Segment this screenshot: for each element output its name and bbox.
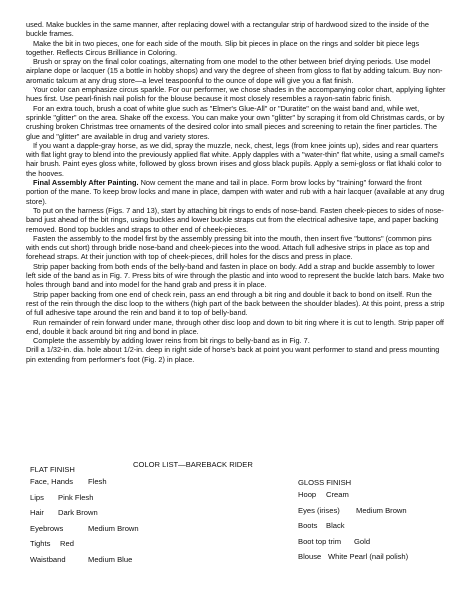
gloss-finish-heading: GLOSS FINISH	[298, 478, 352, 487]
color-row	[30, 490, 190, 506]
color-row	[30, 552, 190, 568]
color-value: Medium Blue	[88, 554, 133, 564]
paragraph: Brush or spray on the final color coatings, alternating from one model to the other between brief drying periods. Use model airplane dope or lacquer (15 a bottle in hobby shops) and vary the degree of sheen from gloss to flat by adding talcum. Buy non-aromatic talcum at any drug store—a level teaspoonful to the ounce of dope will give you a flat finish.	[26, 57, 443, 85]
color-part: Boots	[298, 521, 318, 530]
paragraph: Make the bit in two pieces, one for each side of the mouth. Slip bit pieces in place on the rings and solder bit piece legs together. Reflects Circus Brilliance in Coloring.	[26, 38, 420, 57]
color-value: Red	[60, 539, 74, 548]
color-value: Pink Flesh	[58, 492, 94, 502]
section-heading: Final Assembly After Painting.	[33, 178, 139, 188]
flat-finish-column	[30, 465, 190, 567]
color-part: Boot top trim	[298, 536, 342, 546]
paragraph: If you want a dapple-gray horse, as we did, spray the muzzle, neck, chest, legs (from knee joints up), sides and rear quarters with flat light gray to blend into the previously applied flat white. Apply dapples with a "water-thin" flat white, using a small camel's hair brush. Paint eyes gloss white, followed by gloss brown irises and gloss black pupils. Apply a semi-gloss or flat khaki color to the hooves.	[26, 140, 445, 178]
color-row	[298, 503, 464, 519]
paragraph: Strip paper backing from one end of check rein, pass an end through a bit ring and double it back to bond on itself. Run the rest of the rein through the disc loop to the withers (high part of the back between the shoulder blades). At this point, press a strip of full adhesive tape around the rein and band it to top of belly-band.	[26, 289, 445, 318]
color-row	[30, 505, 190, 521]
paragraph: Complete the assembly by adding lower reins from bit rings to belly-band as in Fig. 7.	[33, 336, 310, 346]
color-part: Eyebrows	[30, 523, 64, 533]
color-part: Tights	[30, 539, 51, 548]
color-part: Eyes (irises)	[298, 505, 340, 515]
color-row	[30, 474, 190, 490]
color-row	[298, 549, 464, 565]
color-row	[298, 518, 464, 534]
color-part: Lips	[30, 492, 44, 502]
color-value: Flesh	[88, 477, 107, 486]
paragraph	[26, 178, 446, 206]
paragraph: Your color can emphasize circus sparkle. For our performer, we chose shades in the accompanying color chart, applying lighter hues first. Use pearl-finish nail polish for the blouse because it most closely resembles a rayon-satin fabric finish.	[26, 85, 446, 104]
paragraph: Run remainder of rein forward under mane, through other disc loop and down to bit ring where it is cut to length. Strip paper off end, double it back around bit ring and bond in place.	[26, 317, 444, 336]
color-row	[298, 487, 464, 503]
color-value: White Pearl (nail polish)	[328, 552, 409, 561]
color-value: Medium Brown	[356, 505, 407, 515]
color-value: Cream	[326, 490, 349, 499]
gloss-finish-column	[298, 478, 464, 565]
color-part: Face, Hands	[30, 477, 74, 486]
paragraph: To put on the harness (Figs. 7 and 13), start by attaching bit rings to ends of nose-band. Fasten cheek-pieces to sides of nose-band just ahead of the bit rings, using buckles and lower buckle straps cut from the electrical adhesive tape, and paper backing removed. Bond top buckles and straps to other end of cheek-pieces.	[26, 205, 444, 234]
paragraph: Fasten the assembly to the model first by the assembly pressing bit into the mouth, then insert five "buttons" (common pins with ends cut short) through bridle nose-band and cheek-pieces into the wood. Attach full adhesive strips in place as top and forehead straps. At their junction with top of cheek-pieces, drill holes for the discs and press in place.	[26, 233, 432, 262]
paragraph: Drill a 1/32-in. dia. hole about 1/2-in. deep in right side of horse's back at point you want performer to stand and press mounting pin extending from performer's foot (Fig. 2) in place.	[26, 345, 440, 364]
color-part: Blouse	[298, 552, 322, 561]
color-list-title: COLOR LIST—BAREBACK RIDER	[133, 460, 253, 469]
color-part: Hoop	[298, 490, 317, 499]
color-list-table	[26, 460, 446, 590]
color-value: Black	[326, 521, 345, 530]
flat-finish-heading: FLAT FINISH	[30, 465, 75, 474]
article-body	[26, 20, 446, 364]
color-value: Gold	[354, 536, 371, 546]
color-value: Medium Brown	[88, 523, 139, 533]
color-part: Hair	[30, 508, 44, 517]
paragraph: used. Make buckles in the same manner, after replacing dowel with a rectangular strip of hardwood sized to the inside of the buckle frames.	[26, 20, 429, 39]
paragraph: Strip paper backing from both ends of the belly-band and fasten in place on body. Add a strap and buckle assembly to lower left side of the band as in Fig. 7. Press bits of wire through the plastic and into wood to represent the buckle latch bars. Make two holes through band and into model for the hand grab and press it in place.	[26, 261, 445, 290]
color-part: Waistband	[30, 554, 66, 564]
color-row	[30, 521, 190, 537]
color-value: Dark Brown	[58, 508, 98, 517]
color-row	[30, 536, 190, 552]
color-row	[298, 534, 464, 550]
paragraph: For an extra touch, brush a coat of white glue such as "Elmer's Glue-All" or "Duratite" on the waist band and, while wet, sprinkle "glitter" on the area. Shake off the excess. You can make your own "glitter" by scraping it from old Christmas cards, or by crushing broken Christmas tree ornaments of the desired color into small pieces and screening to retain the finer particles. The glue and "glitter" are available in drug and variety stores.	[26, 103, 445, 141]
paragraph-text: Now cement the mane and tail in place. Form brow locks by "training" forward the front portion of the mane. To keep brow locks and mane in place, dampen with water and rub with a hair lacquer (available at any drug store).	[26, 178, 445, 206]
